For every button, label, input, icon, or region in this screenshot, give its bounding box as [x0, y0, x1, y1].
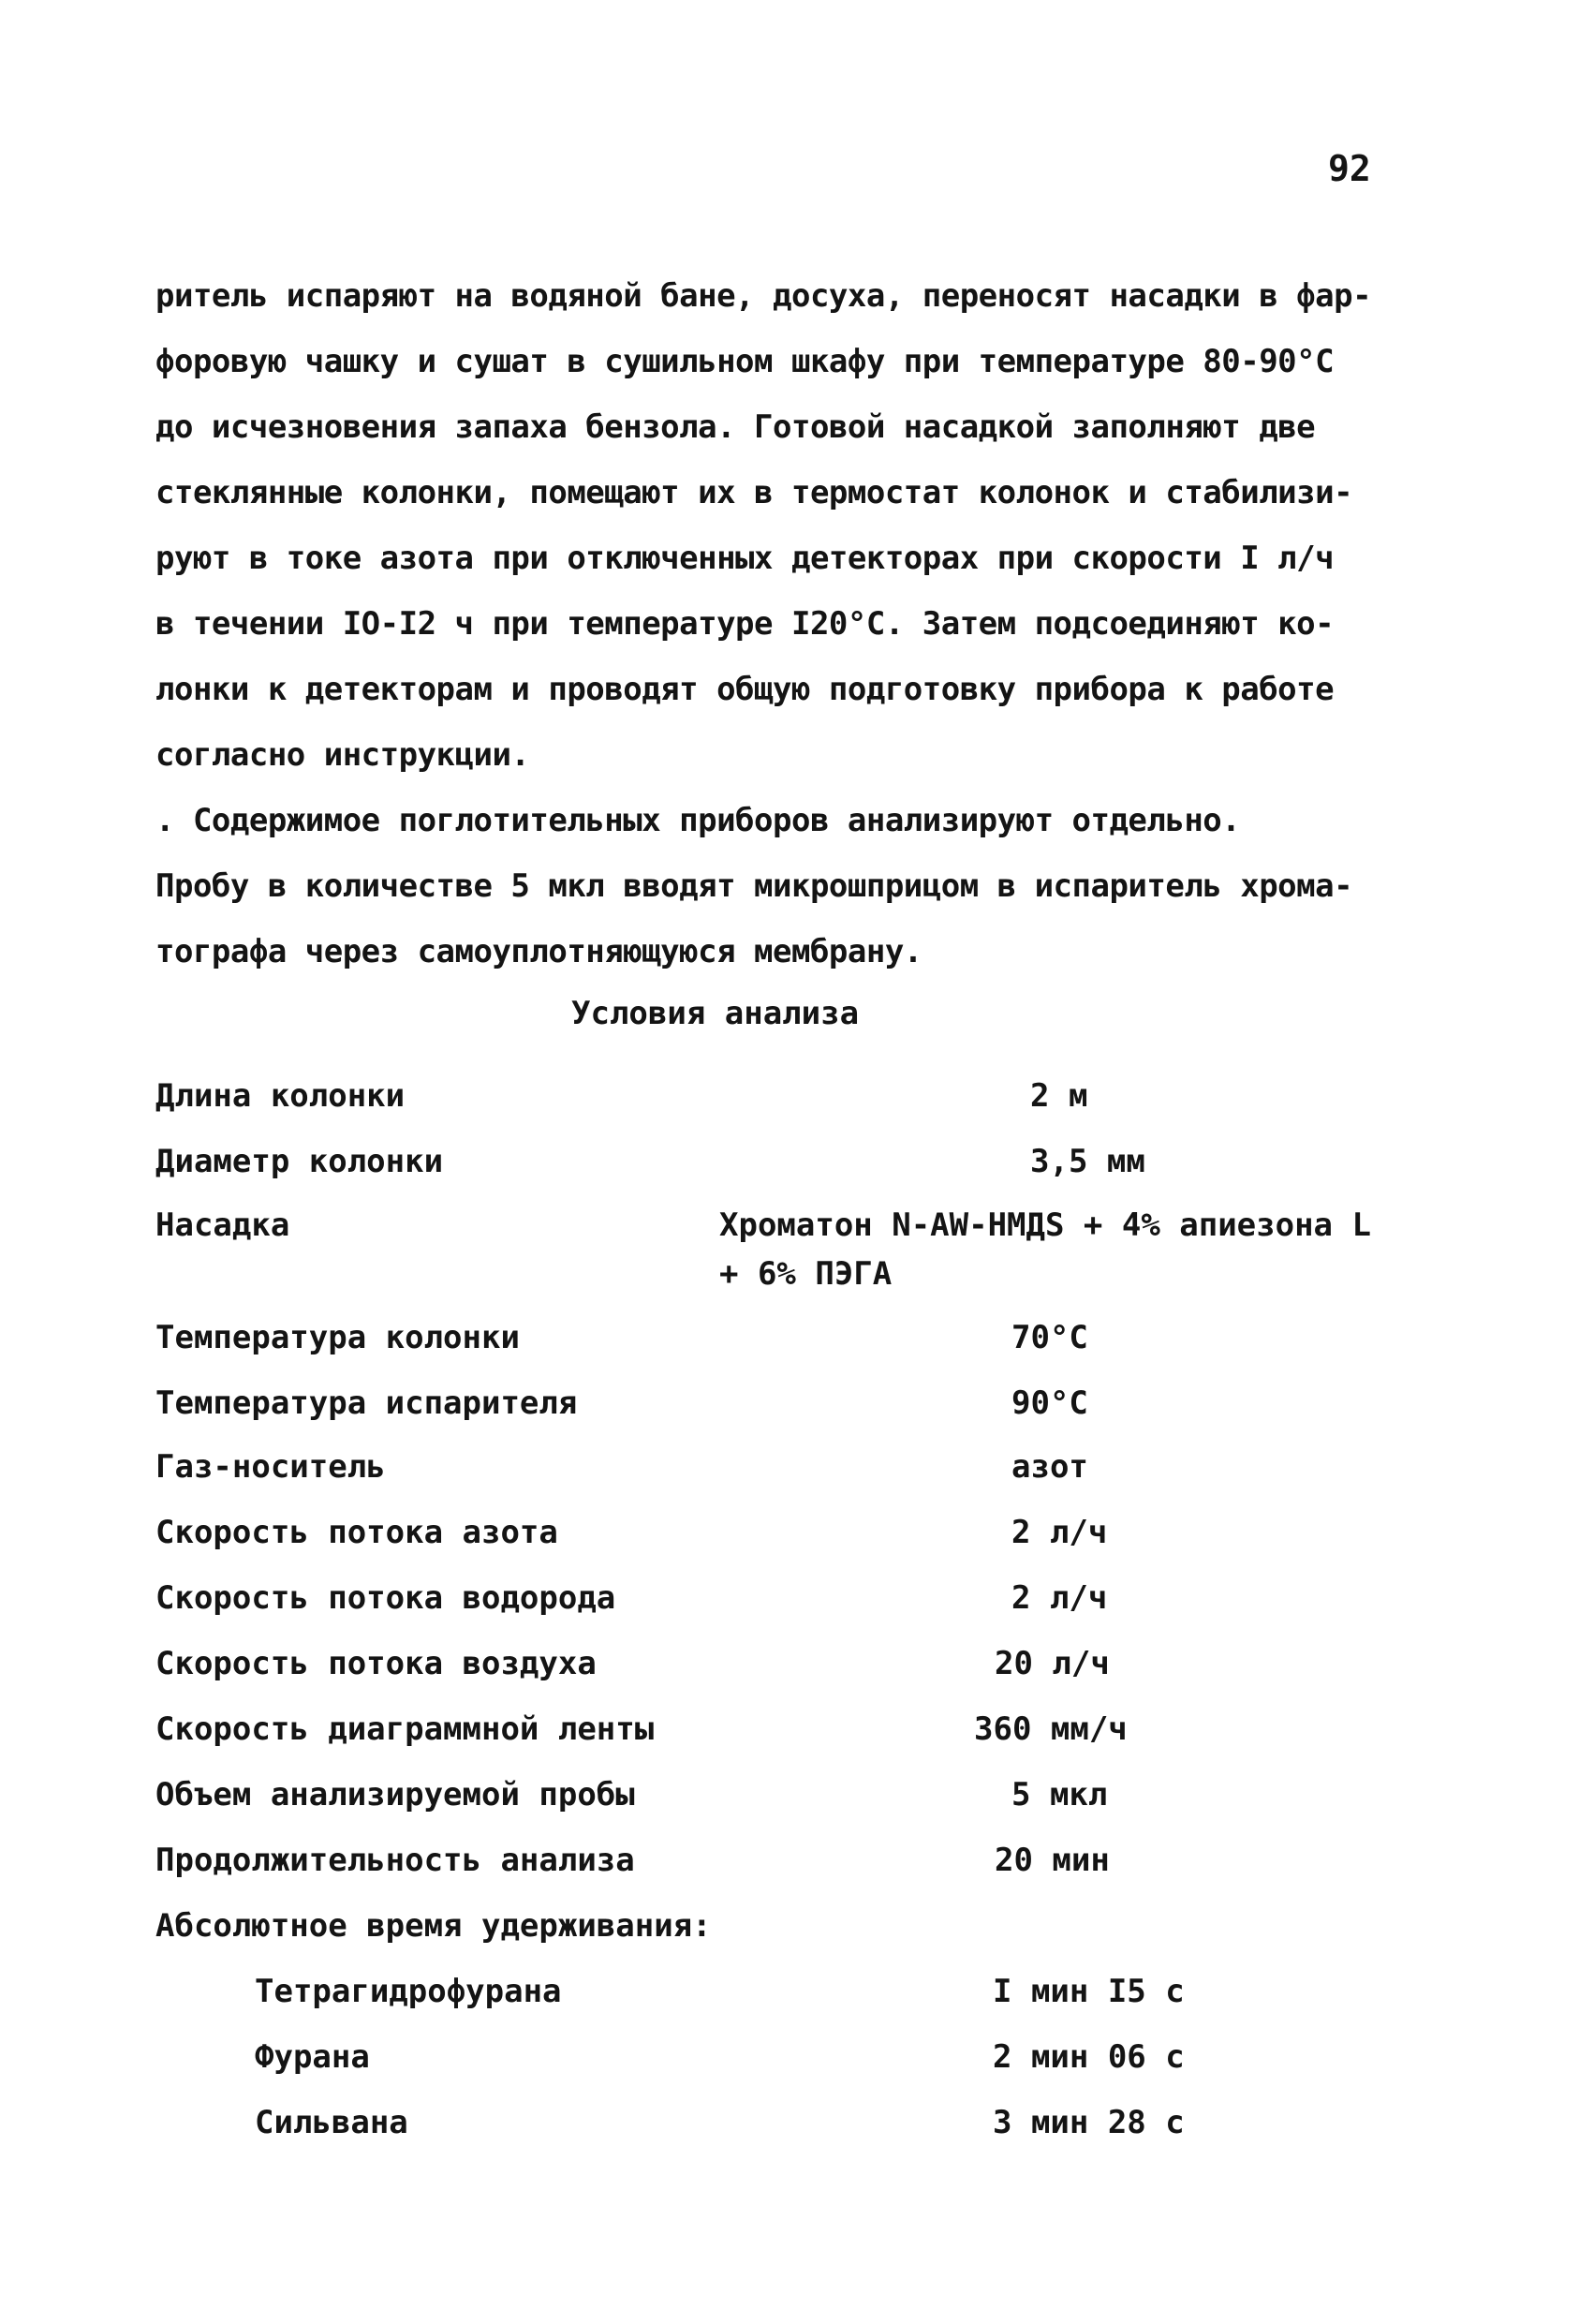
condition-value: 2 м: [1030, 1077, 1088, 1115]
condition-label: Продолжительность анализа: [155, 1842, 635, 1879]
condition-value: 70°C: [1011, 1319, 1088, 1356]
retention-value: I мин I5 с: [993, 1973, 1185, 2010]
condition-value: 5 мкл: [1011, 1776, 1108, 1813]
retention-label: Сильвана: [255, 2104, 408, 2141]
condition-value: 20 л/ч: [995, 1645, 1110, 1682]
text-line: Пробу в количестве 5 мкл вводят микрошприцом в испаритель хрома-: [155, 867, 1353, 905]
text-line: ритель испаряют на водяной бане, досуха, переносят насадки в фар-: [155, 277, 1372, 315]
text-line: в течении IO-I2 ч при температуре I20°C. Затем подсоединяют ко-: [155, 605, 1335, 643]
condition-label: Температура испарителя: [155, 1384, 578, 1422]
condition-value: 90°C: [1011, 1384, 1088, 1422]
condition-value-continued: + 6% ПЭГА: [719, 1255, 893, 1293]
condition-label: Объем анализируемой пробы: [155, 1776, 635, 1813]
condition-label: Диаметр колонки: [155, 1143, 444, 1180]
condition-label: Насадка: [155, 1206, 290, 1244]
condition-label: Скорость потока азота: [155, 1514, 558, 1551]
text-line: форовую чашку и сушат в сушильном шкафу при температуре 80-90°C: [155, 343, 1335, 380]
text-line: руют в токе азота при отключенных детекторах при скорости I л/ч: [155, 540, 1335, 577]
condition-value: 3,5 мм: [1030, 1143, 1145, 1180]
retention-value: 2 мин 06 с: [993, 2038, 1185, 2076]
condition-label: Абсолютное время удерживания:: [155, 1907, 712, 1945]
retention-label: Фурана: [255, 2038, 370, 2076]
page-number: 92: [1328, 148, 1371, 189]
text-line: согласно инструкции.: [155, 736, 530, 774]
text-line: . Содержимое поглотительных приборов анализируют отдельно.: [155, 802, 1241, 839]
condition-value: 360 мм/ч: [974, 1710, 1128, 1748]
condition-value: азот: [1011, 1448, 1088, 1486]
condition-value: 2 л/ч: [1011, 1579, 1108, 1617]
condition-value: 20 мин: [995, 1842, 1110, 1879]
section-heading: Условия анализа: [571, 995, 860, 1032]
text-line: тографа через самоуплотняющуюся мембрану.: [155, 933, 922, 970]
text-line: лонки к детекторам и проводят общую подготовку прибора к работе: [155, 671, 1335, 708]
retention-value: 3 мин 28 с: [993, 2104, 1185, 2141]
condition-label: Скорость потока воздуха: [155, 1645, 597, 1682]
condition-label: Длина колонки: [155, 1077, 406, 1115]
condition-value: 2 л/ч: [1011, 1514, 1108, 1551]
condition-label: Скорость диаграммной ленты: [155, 1710, 655, 1748]
condition-label: Температура колонки: [155, 1319, 520, 1356]
text-line: до исчезновения запаха бензола. Готовой насадкой заполняют две: [155, 408, 1316, 446]
retention-label: Тетрагидрофурана: [255, 1973, 562, 2010]
text-line: стеклянные колонки, помещают их в термостат колонок и стабилизи-: [155, 474, 1353, 511]
condition-label: Газ-носитель: [155, 1448, 386, 1486]
condition-label: Скорость потока водорода: [155, 1579, 616, 1617]
condition-value: Хроматон N-AW-HMДS + 4% апиезона L: [719, 1206, 1371, 1244]
